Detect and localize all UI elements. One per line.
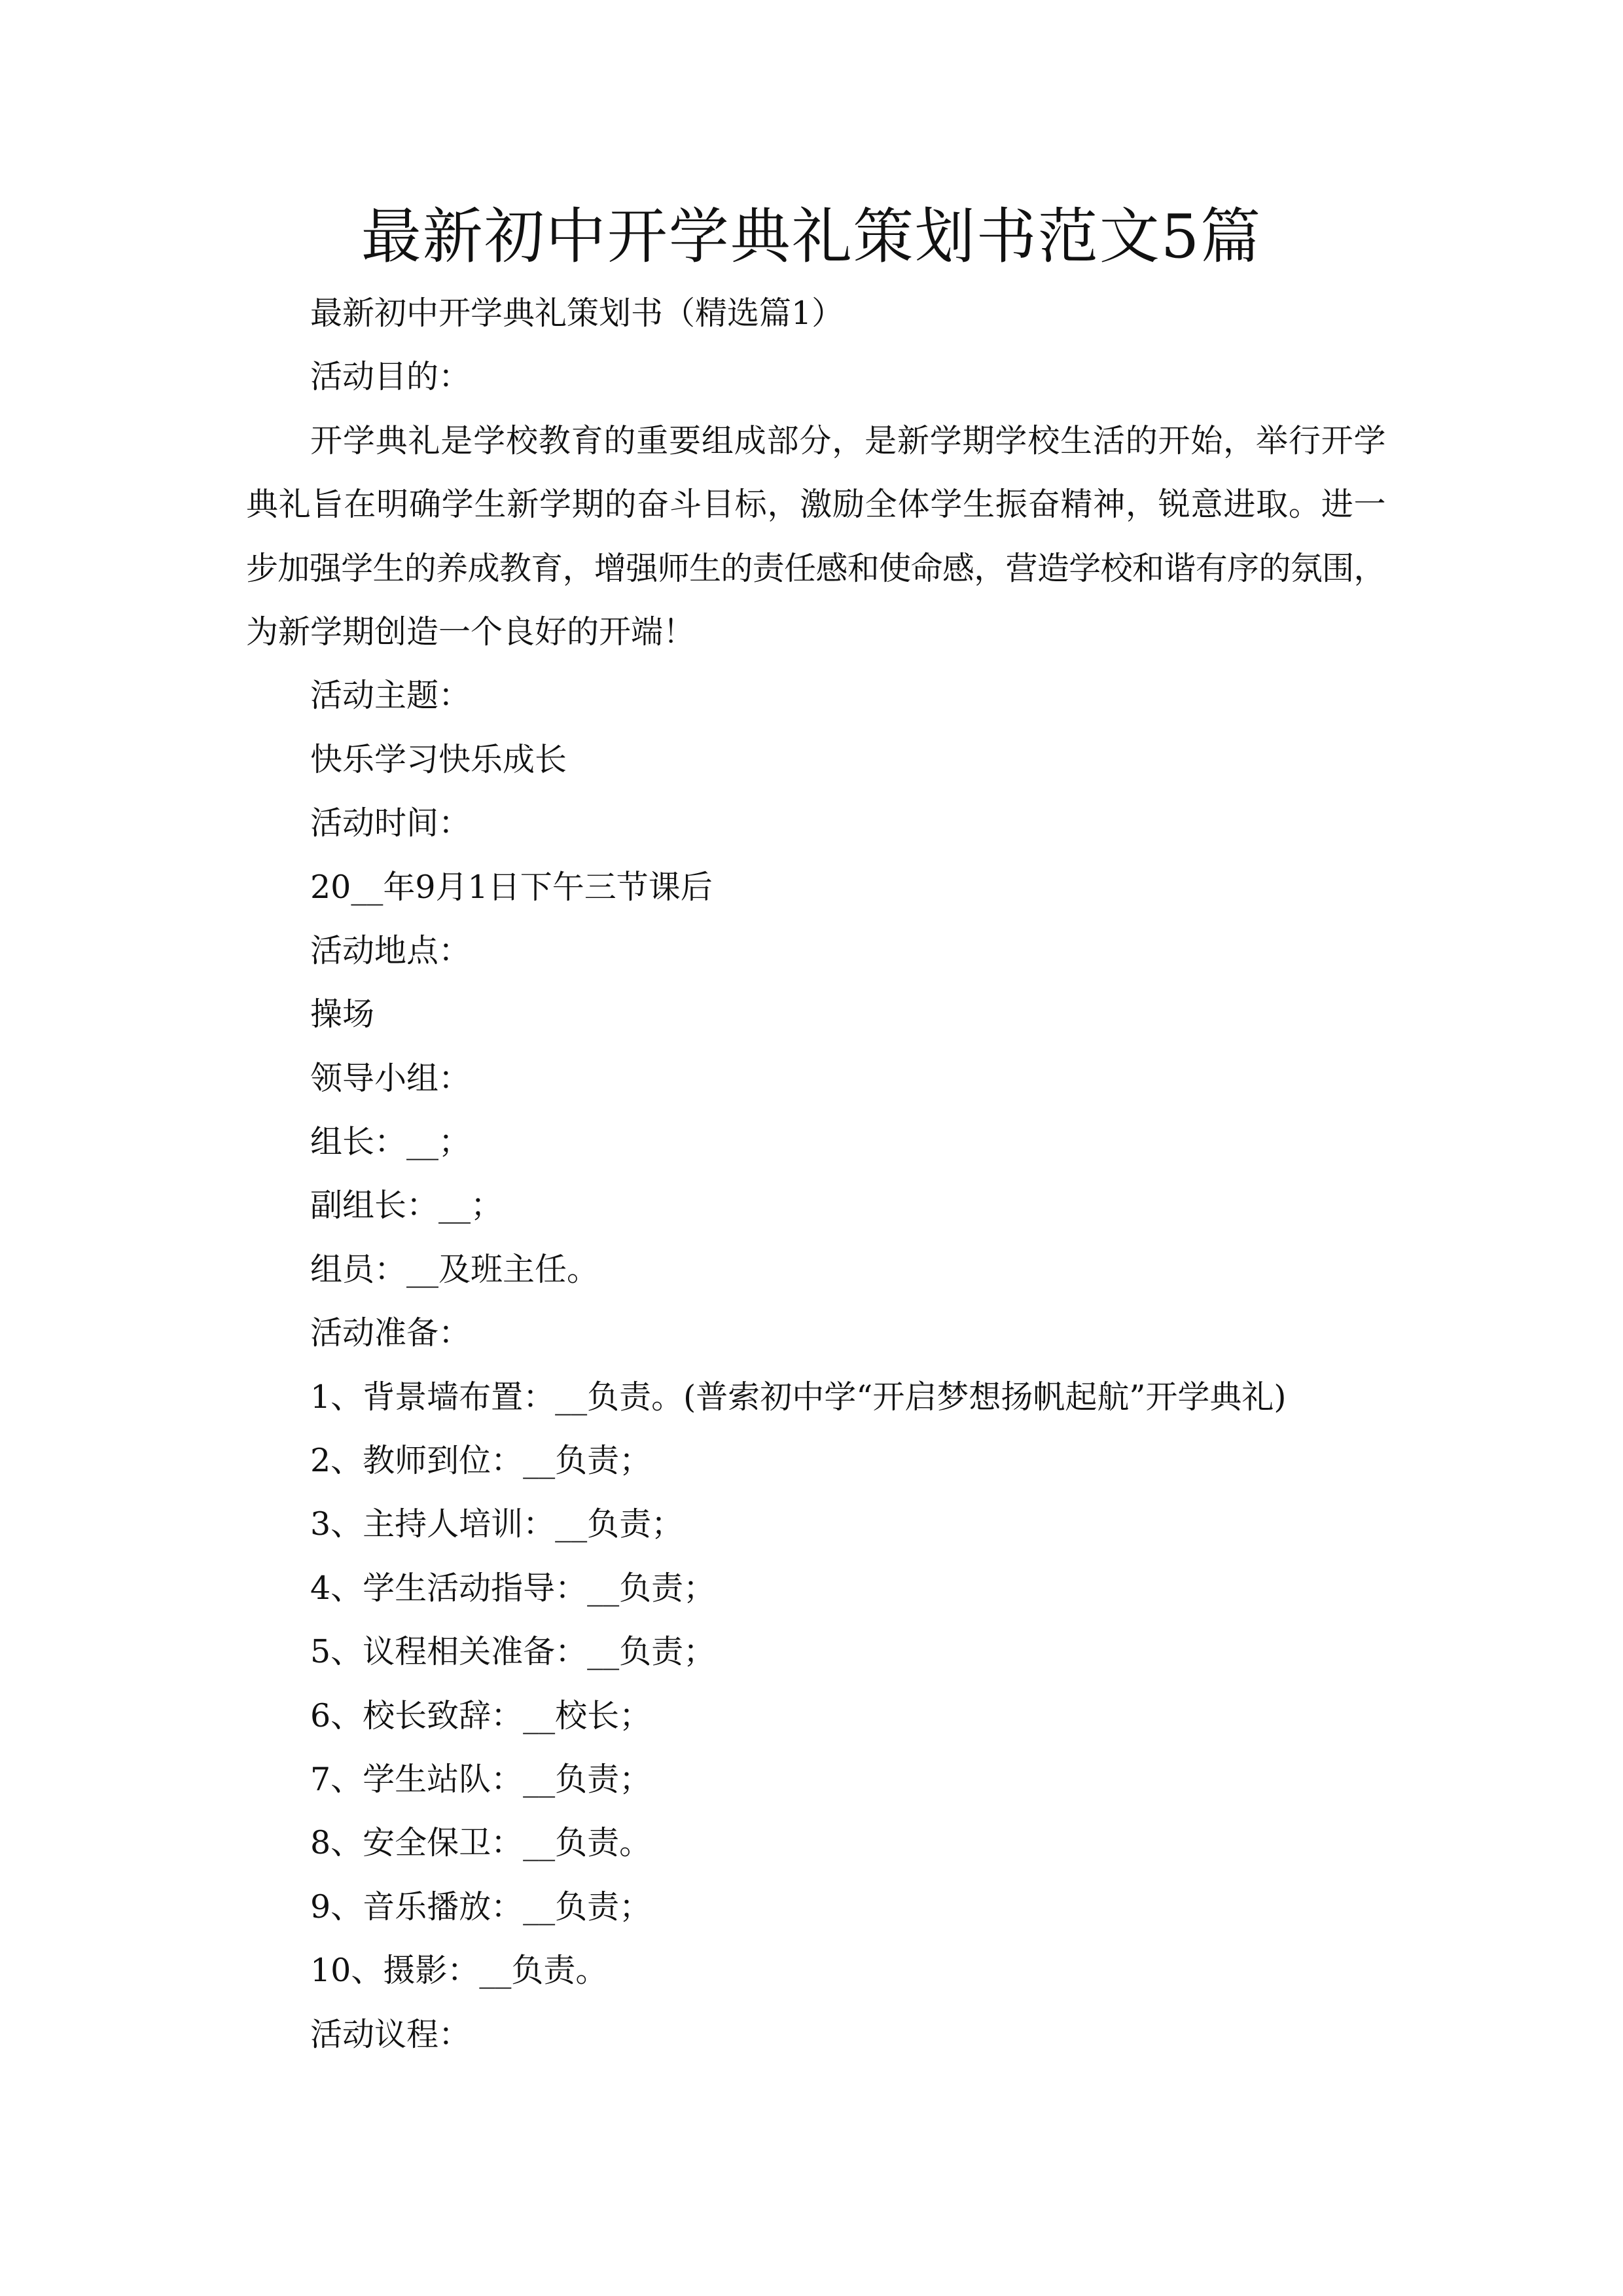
prep-item: 6、校长致辞：__校长； bbox=[310, 1696, 652, 1734]
prep-item: 9、音乐播放：__负责； bbox=[310, 1888, 652, 1926]
purpose-line: 为新学期创造一个良好的开端！ bbox=[246, 613, 696, 651]
prep-item: 5、议程相关准备：__负责； bbox=[310, 1633, 716, 1671]
place-label: 活动地点： bbox=[310, 931, 471, 969]
purpose-line: 开学典礼是学校教育的重要组成部分，是新学期学校生活的开始，举行开学 bbox=[310, 422, 1385, 459]
prep-item: 2、教师到位：__负责； bbox=[310, 1442, 652, 1480]
purpose-line: 步加强学生的养成教育，增强师生的责任感和使命感，营造学校和谐有序的氛围， bbox=[246, 549, 1385, 587]
time-value: 20__年9月1日下午三节课后 bbox=[310, 868, 713, 906]
prep-item: 8、安全保卫：__负责。 bbox=[310, 1824, 652, 1862]
time-label: 活动时间： bbox=[310, 804, 471, 842]
agenda-label: 活动议程： bbox=[310, 2015, 471, 2053]
prep-item: 3、主持人培训：__负责； bbox=[310, 1505, 684, 1543]
prep-label: 活动准备： bbox=[310, 1314, 471, 1352]
document-title: 最新初中开学典礼策划书范文5篇 bbox=[361, 202, 1262, 272]
leader-item: 副组长：__； bbox=[310, 1187, 503, 1225]
theme-value: 快乐学习快乐成长 bbox=[310, 740, 567, 778]
theme-label: 活动主题： bbox=[310, 677, 471, 715]
purpose-line: 典礼旨在明确学生新学期的奋斗目标，激励全体学生振奋精神，锐意进取。进一 bbox=[246, 486, 1385, 524]
place-value: 操场 bbox=[310, 996, 375, 1033]
prep-item: 10、摄影：__负责。 bbox=[310, 1952, 608, 1990]
leader-item: 组员：__及班主任。 bbox=[310, 1250, 599, 1288]
prep-item: 7、学生站队：__负责； bbox=[310, 1760, 652, 1798]
section-heading: 最新初中开学典礼策划书（精选篇1） bbox=[310, 295, 844, 332]
document-body bbox=[246, 281, 1385, 2066]
leaders-label: 领导小组： bbox=[310, 1059, 471, 1097]
purpose-label: 活动目的： bbox=[310, 358, 471, 396]
prep-item: 1、背景墙布置：__负责。(普索初中学“开启梦想扬帆起航”开学典礼) bbox=[310, 1378, 1287, 1416]
leader-item: 组长：__； bbox=[310, 1123, 471, 1161]
prep-item: 4、学生活动指导：__负责； bbox=[310, 1569, 716, 1607]
